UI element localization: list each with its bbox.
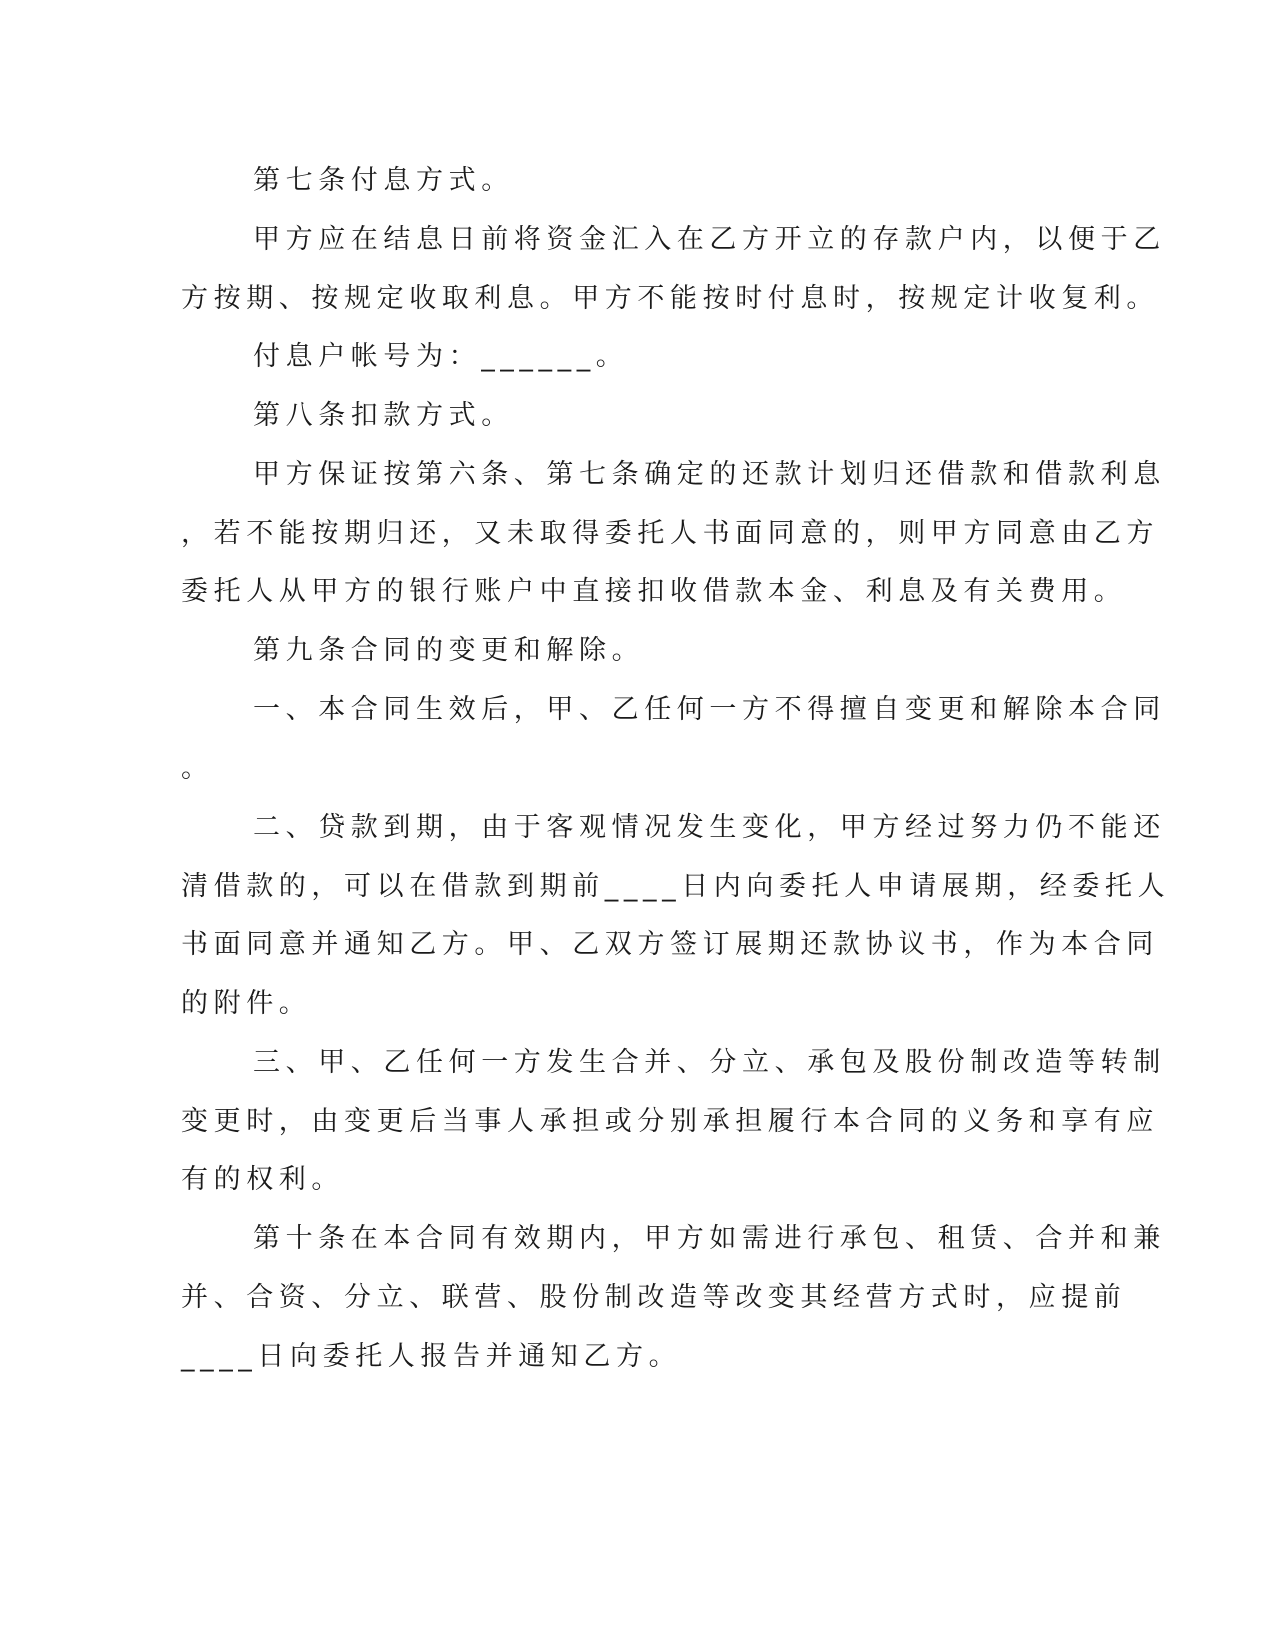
paragraph-line: 甲方应在结息日前将资金汇入在乙方开立的存款户内，以便于乙 [253,224,1166,255]
paragraph-line: ，若不能按期归还，又未取得委托人书面同意的，则甲方同意由乙方 [181,518,1159,549]
article-9-heading: 第九条合同的变更和解除。 [253,635,645,666]
paragraph-line: ____日向委托人报告并通知乙方。 [181,1341,682,1372]
paragraph-line: 有的权利。 [181,1164,344,1195]
paragraph-line: 书面同意并通知乙方。甲、乙双方签订展期还款协议书，作为本合同 [181,929,1159,960]
paragraph-line: 三、甲、乙任何一方发生合并、分立、承包及股份制改造等转制 [253,1047,1166,1078]
article-8-heading: 第八条扣款方式。 [253,400,514,431]
paragraph-line: 甲方保证按第六条、第七条确定的还款计划归还借款和借款利息 [253,459,1166,490]
paragraph-line: 的附件。 [181,988,312,1019]
paragraph-line: 二、贷款到期，由于客观情况发生变化，甲方经过努力仍不能还 [253,812,1166,843]
article-7-heading: 第七条付息方式。 [253,165,514,196]
paragraph-line: 并、合资、分立、联营、股份制改造等改变其经营方式时，应提前 [181,1282,1127,1313]
article-10-line: 第十条在本合同有效期内，甲方如需进行承包、租赁、合并和兼 [253,1223,1166,1254]
paragraph-line: 清借款的，可以在借款到期前____日内向委托人申请展期，经委托人 [181,871,1171,902]
paragraph-line: 一、本合同生效后，甲、乙任何一方不得擅自变更和解除本合同 [253,694,1166,725]
paragraph-line: 。 [181,753,214,784]
paragraph-line: 方按期、按规定收取利息。甲方不能按时付息时，按规定计收复利。 [181,283,1159,314]
paragraph-line: 委托人从甲方的银行账户中直接扣收借款本金、利息及有关费用。 [181,576,1127,607]
interest-account-line: 付息户帐号为：______。 [253,341,629,372]
paragraph-line: 变更时，由变更后当事人承担或分别承担履行本合同的义务和享有应 [181,1106,1159,1137]
